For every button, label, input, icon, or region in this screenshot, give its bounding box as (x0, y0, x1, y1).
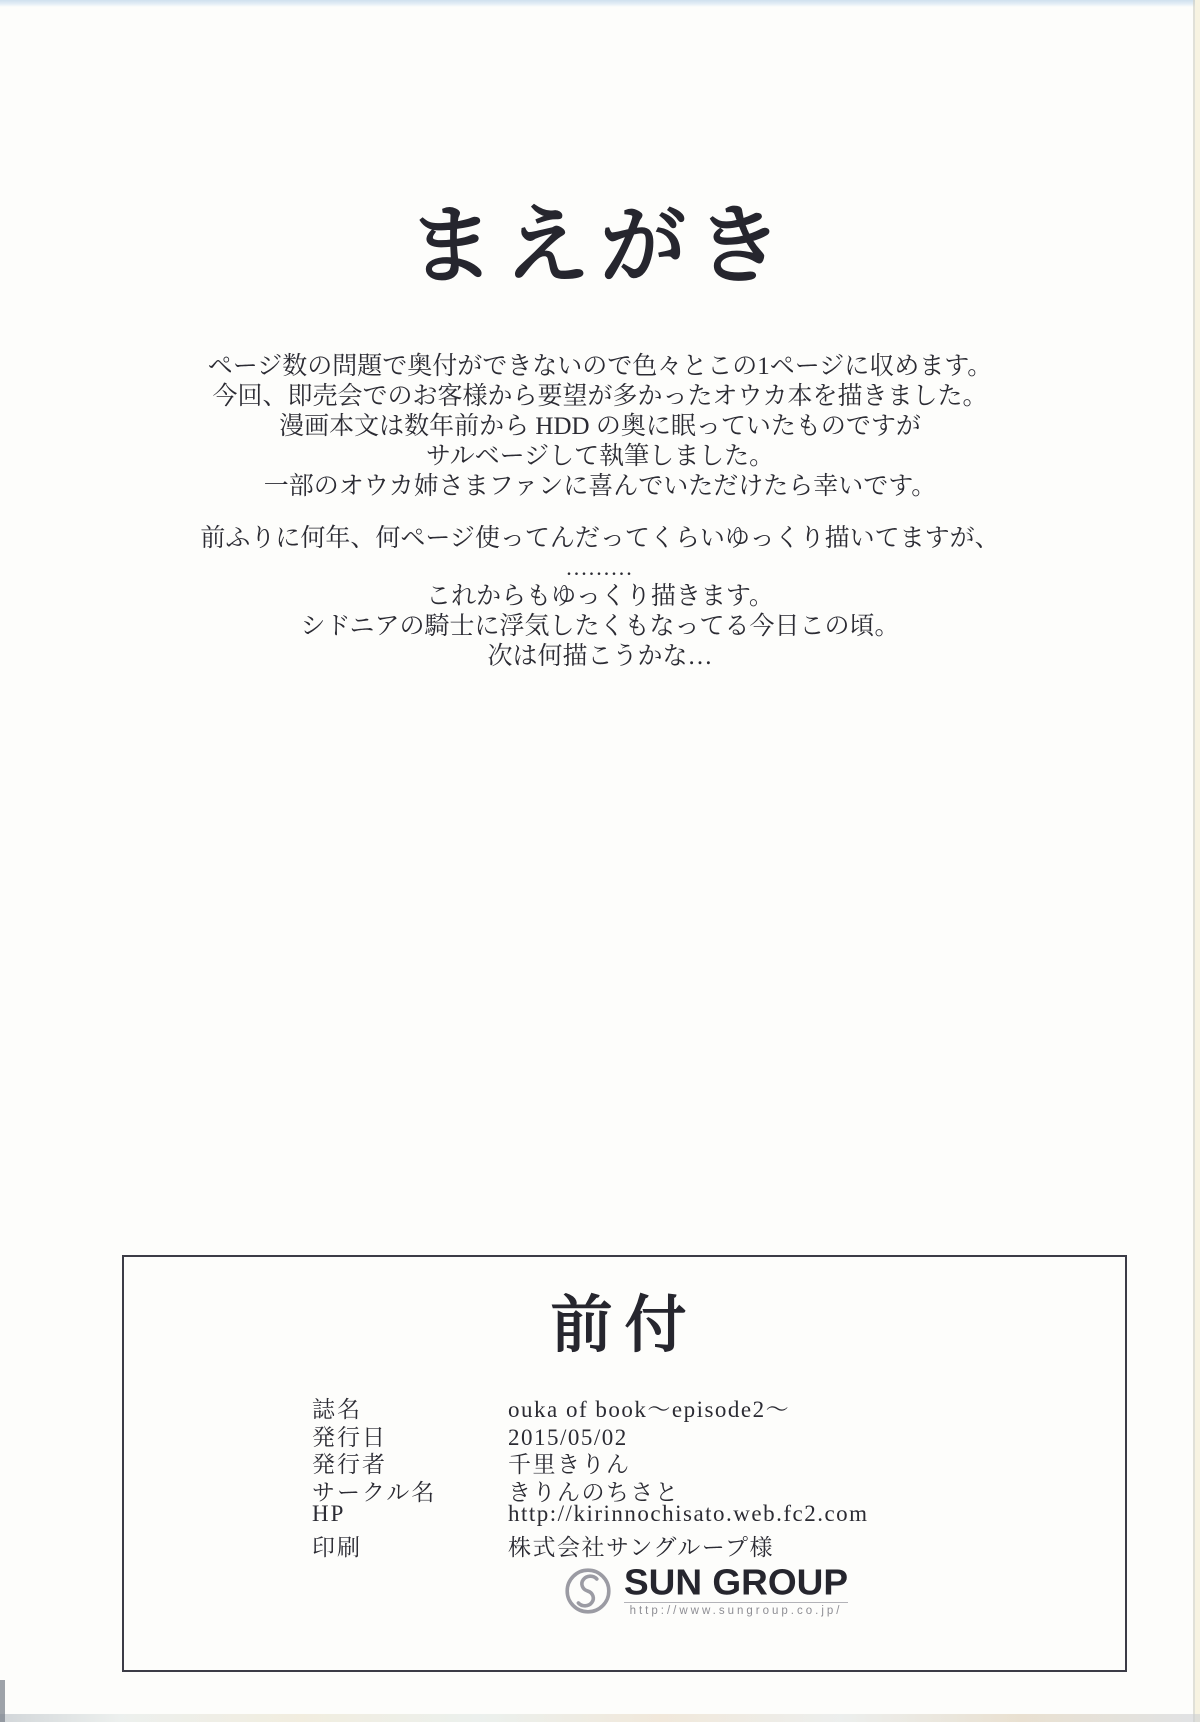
preface-line: 一部のオウカ姉さまファンに喜んでいただけたら幸いです。 (263, 473, 937, 500)
colophon-value: 2015/05/02 (508, 1424, 628, 1450)
preface-paragraph-2 (0, 524, 1200, 672)
scan-edge-bottom (0, 1714, 1200, 1722)
colophon-label: サークル名 (312, 1479, 437, 1505)
preface-line: サルベージして執筆しました。 (425, 443, 775, 470)
colophon-label: 発行日 (312, 1424, 387, 1450)
colophon-row-printer (312, 1529, 1072, 1560)
preface-line: シドニアの騎士に浮気したくもなってる今日この頃。 (300, 613, 900, 640)
colophon-row-hp (312, 1501, 1072, 1529)
preface-line: 今回、即売会でのお客様から要望が多かったオウカ本を描きました。 (212, 383, 988, 410)
preface-ellipsis-line: ......... (566, 555, 634, 580)
preface-line: 漫画本文は数年前から HDD の奥に眠っていたものですが (279, 413, 921, 440)
colophon-label: 発行者 (312, 1452, 387, 1477)
preface-line: ページ数の問題で奥付ができないので色々とこの1ページに収めます。 (207, 353, 993, 380)
colophon-label: HP (312, 1501, 346, 1526)
colophon-label: 印刷 (312, 1534, 362, 1560)
sun-group-url: http://www.sungroup.co.jp/ (624, 1602, 848, 1617)
sun-group-wordmark: SUN GROUP (624, 1562, 849, 1603)
sun-group-logo (564, 1562, 849, 1617)
preface-line: 前ふりに何年、何ページ使ってんだってくらいゆっくり描いてますが、 (200, 525, 1000, 552)
scan-edge-top (0, 0, 1200, 7)
preface-line: これからもゆっくり描きます。 (426, 583, 774, 610)
sun-group-text-block (624, 1562, 849, 1617)
colophon-value: きりんのちさと (508, 1479, 680, 1505)
page-title: まえがき (408, 198, 792, 294)
colophon-table (312, 1391, 1072, 1560)
colophon-title: 前付 (550, 1292, 699, 1360)
colophon-row-title (312, 1391, 1072, 1422)
colophon-value: http://kirinnochisato.web.fc2.com (508, 1501, 869, 1526)
sun-group-circle-s-icon (564, 1567, 612, 1615)
colophon-row-circle (312, 1474, 1072, 1505)
preface-line: 次は何描こうかな… (487, 643, 713, 670)
colophon-box (122, 1255, 1127, 1672)
preface-paragraph-1 (0, 352, 1200, 502)
colophon-value: 千里きりん (508, 1452, 631, 1477)
colophon-value: 株式会社サングループ様 (508, 1534, 775, 1560)
colophon-label: 誌名 (312, 1397, 362, 1422)
scan-edge-bottom-left (0, 1680, 5, 1722)
colophon-value: ouka of book～episode2～ (508, 1397, 791, 1422)
colophon-row-publisher (312, 1446, 1072, 1477)
